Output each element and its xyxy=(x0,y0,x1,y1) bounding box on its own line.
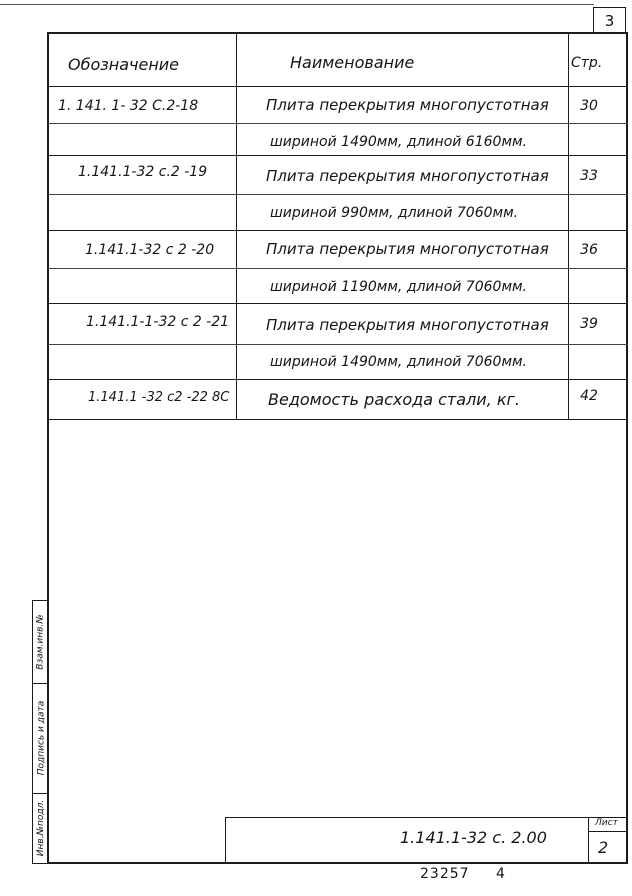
row-line-6 xyxy=(48,303,628,304)
stamp-sheet-label: Лист xyxy=(595,818,618,828)
header-page: Стр. xyxy=(571,55,603,71)
row-9-page: 42 xyxy=(580,388,598,404)
footer-suffix: 4 xyxy=(496,866,505,882)
stamp-doc-code: 1.141.1-32 с. 2.00 xyxy=(400,828,547,847)
row-line-5 xyxy=(48,268,628,269)
document-frame xyxy=(47,32,628,864)
vzam-inv-label: Взам.инв.№ xyxy=(36,614,47,670)
col-divider-1 xyxy=(236,33,237,419)
row-line-4 xyxy=(48,230,628,231)
row-2-name: шириной 1490мм, длиной 6160мм. xyxy=(270,134,528,150)
row-3-page: 33 xyxy=(580,168,598,184)
row-8-name: шириной 1490мм, длиной 7060мм. xyxy=(270,354,528,370)
row-line-3 xyxy=(48,194,628,195)
table-bottom-line xyxy=(48,419,628,420)
row-5-page: 36 xyxy=(580,242,598,258)
row-9-code: 1.141.1 -32 с2 -22 8С xyxy=(88,390,230,405)
stamp-sheet-number: 2 xyxy=(598,838,609,857)
row-1-page: 30 xyxy=(580,98,598,114)
side-strip xyxy=(32,600,48,864)
page-number: 3 xyxy=(593,7,626,33)
row-line-8 xyxy=(48,379,628,380)
row-9-name: Ведомость расхода стали, кг. xyxy=(268,390,521,409)
row-3-code: 1.141.1-32 с.2 -19 xyxy=(78,164,208,180)
row-7-page: 39 xyxy=(580,316,598,332)
col-divider-2 xyxy=(568,33,569,419)
row-6-name: шириной 1190мм, длиной 7060мм. xyxy=(270,279,528,295)
stamp-divider xyxy=(588,817,589,864)
sign-date-label: Подпись и дата xyxy=(36,700,46,776)
row-5-name: Плита перекрытия многопустотная xyxy=(266,240,549,258)
row-1-name: Плита перекрытия многопустотная xyxy=(266,96,549,114)
row-line-1 xyxy=(48,123,628,124)
row-5-code: 1.141.1-32 с 2 -20 xyxy=(85,242,215,258)
footer-number: 23257 xyxy=(420,866,470,882)
row-1-code: 1. 141. 1- 32 С.2-18 xyxy=(58,98,199,114)
header-bottom-line xyxy=(48,86,628,87)
row-4-name: шириной 990мм, длиной 7060мм. xyxy=(270,205,519,221)
top-border-line xyxy=(0,4,594,5)
inv-podl-label: Инв.№подл. xyxy=(36,799,46,857)
row-line-2 xyxy=(48,155,628,156)
row-7-code: 1.141.1-1-32 с 2 -21 xyxy=(86,314,230,330)
stamp-sheet-divider xyxy=(588,831,628,832)
header-name: Наименование xyxy=(290,53,415,72)
row-line-7 xyxy=(48,344,628,345)
row-3-name: Плита перекрытия многопустотная xyxy=(266,167,549,185)
row-7-name: Плита перекрытия многопустотная xyxy=(266,316,549,334)
header-designation: Обозначение xyxy=(68,55,180,74)
